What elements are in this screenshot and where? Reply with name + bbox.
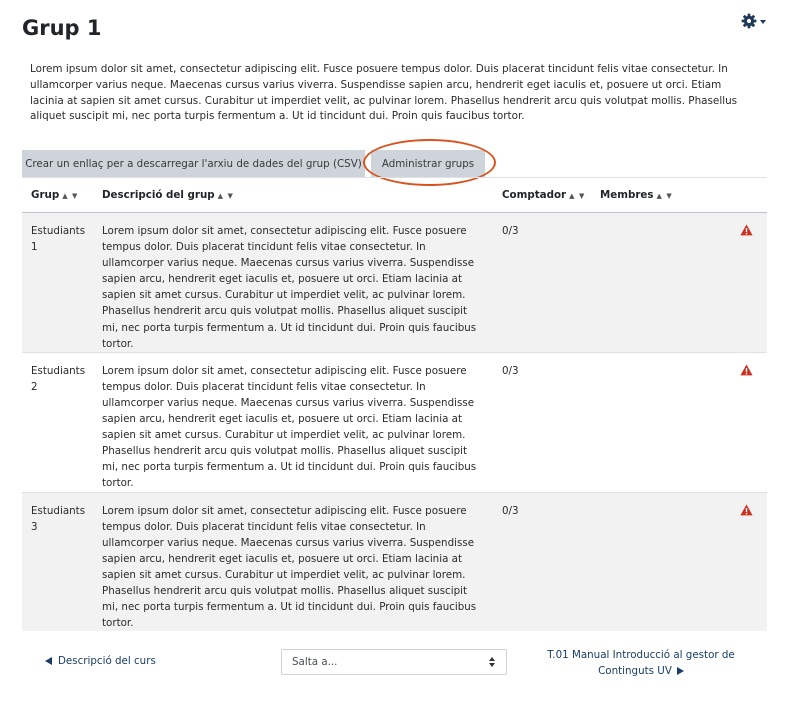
group-count: 0/3 xyxy=(493,352,591,492)
table-row xyxy=(22,492,767,631)
next-activity-link[interactable] xyxy=(538,647,744,679)
jump-to-select[interactable] xyxy=(281,649,507,675)
arrow-left-icon xyxy=(45,657,52,665)
sort-icon: ▲ ▼ xyxy=(62,192,79,200)
column-header-group[interactable]: Grup ▲ ▼ xyxy=(22,178,93,213)
warning-icon xyxy=(740,364,753,376)
group-description-cell: Lorem ipsum dolor sit amet, consectetur adipiscing elit. Fusce posuere tempus dolor. Duis placerat tincidunt felis vitae consectetur. In ullamcorper varius neque. Maecenas cursus varius viverra. Suspendisse sapien arcu, hendrerit eget iaculis et, posuere ut orci. Etiam lacinia at sapien sit amet cursus. Curabitur ut imperdiet velit, ac pulvinar lorem. Phasellus hendrerit arcu quis volutpat mollis. Phasellus aliquet suscipit mi, nec porta turpis fermentum a. Ut id tincidunt dui. Proin quis faucibus tortor. xyxy=(93,352,493,492)
column-header-status xyxy=(687,178,767,213)
chevron-down-icon xyxy=(760,20,766,24)
group-members xyxy=(591,213,687,353)
group-count: 0/3 xyxy=(493,213,591,353)
group-members xyxy=(591,352,687,492)
next-activity-label: T.01 Manual Introducció al gestor de Continguts UV xyxy=(547,649,735,677)
groups-table xyxy=(22,177,767,631)
previous-activity-link[interactable] xyxy=(45,655,156,667)
settings-menu[interactable] xyxy=(741,11,773,31)
manage-groups-button[interactable]: Administrar grups xyxy=(371,150,485,177)
group-count: 0/3 xyxy=(493,492,591,631)
jump-to-value: Salta a... xyxy=(292,656,338,668)
sort-icon: ▲ ▼ xyxy=(569,192,586,200)
arrow-right-icon xyxy=(677,667,684,675)
sort-icon: ▲ ▼ xyxy=(656,192,673,200)
gear-icon xyxy=(741,13,757,29)
group-name: Estudiants 1 xyxy=(22,213,93,353)
group-name: Estudiants 2 xyxy=(22,352,93,492)
table-row xyxy=(22,213,767,353)
group-description: Lorem ipsum dolor sit amet, consectetur adipiscing elit. Fusce posuere tempus dolor. Duis placerat tincidunt felis vitae consectetur. In ullamcorper varius neque. Maecenas cursus varius viverra. Suspendisse sapien arcu, hendrerit eget iaculis et, posuere ut orci. Etiam lacinia at sapien sit amet cursus. Curabitur ut imperdiet velit, ac pulvinar lorem. Phasellus hendrerit arcu quis volutpat mollis. Phasellus aliquet suscipit mi, nec porta turpis fermentum a. Ut id tincidunt dui. Proin quis faucibus tortor. xyxy=(30,63,738,123)
group-members xyxy=(591,492,687,631)
group-name: Estudiants 3 xyxy=(22,492,93,631)
table-row xyxy=(22,352,767,492)
group-description-cell: Lorem ipsum dolor sit amet, consectetur adipiscing elit. Fusce posuere tempus dolor. Duis placerat tincidunt felis vitae consectetur. In ullamcorper varius neque. Maecenas cursus varius viverra. Suspendisse sapien arcu, hendrerit eget iaculis et, posuere ut orci. Etiam lacinia at sapien sit amet cursus. Curabitur ut imperdiet velit, ac pulvinar lorem. Phasellus hendrerit arcu quis volutpat mollis. Phasellus aliquet suscipit mi, nec porta turpis fermentum a. Ut id tincidunt dui. Proin quis faucibus tortor. xyxy=(93,213,493,353)
page-title: Grup 1 xyxy=(22,16,102,40)
csv-download-link-button[interactable]: Crear un enllaç per a descarregar l'arxiu de dades del grup (CSV) xyxy=(22,150,365,177)
column-header-counter[interactable]: Comptador ▲ ▼ xyxy=(493,178,591,213)
table-header-row xyxy=(22,178,767,213)
column-header-description[interactable]: Descripció del grup ▲ ▼ xyxy=(93,178,493,213)
select-arrows-icon xyxy=(489,657,495,667)
previous-activity-label: Descripció del curs xyxy=(58,655,156,667)
warning-icon xyxy=(740,504,753,516)
column-header-members[interactable]: Membres ▲ ▼ xyxy=(591,178,687,213)
warning-icon xyxy=(740,224,753,236)
sort-icon: ▲ ▼ xyxy=(217,192,234,200)
group-description-cell: Lorem ipsum dolor sit amet, consectetur adipiscing elit. Fusce posuere tempus dolor. Duis placerat tincidunt felis vitae consectetur. In ullamcorper varius neque. Maecenas cursus varius viverra. Suspendisse sapien arcu, hendrerit eget iaculis et, posuere ut orci. Etiam lacinia at sapien sit amet cursus. Curabitur ut imperdiet velit, ac pulvinar lorem. Phasellus hendrerit arcu quis volutpat mollis. Phasellus aliquet suscipit mi, nec porta turpis fermentum a. Ut id tincidunt dui. Proin quis faucibus tortor. xyxy=(93,492,493,631)
